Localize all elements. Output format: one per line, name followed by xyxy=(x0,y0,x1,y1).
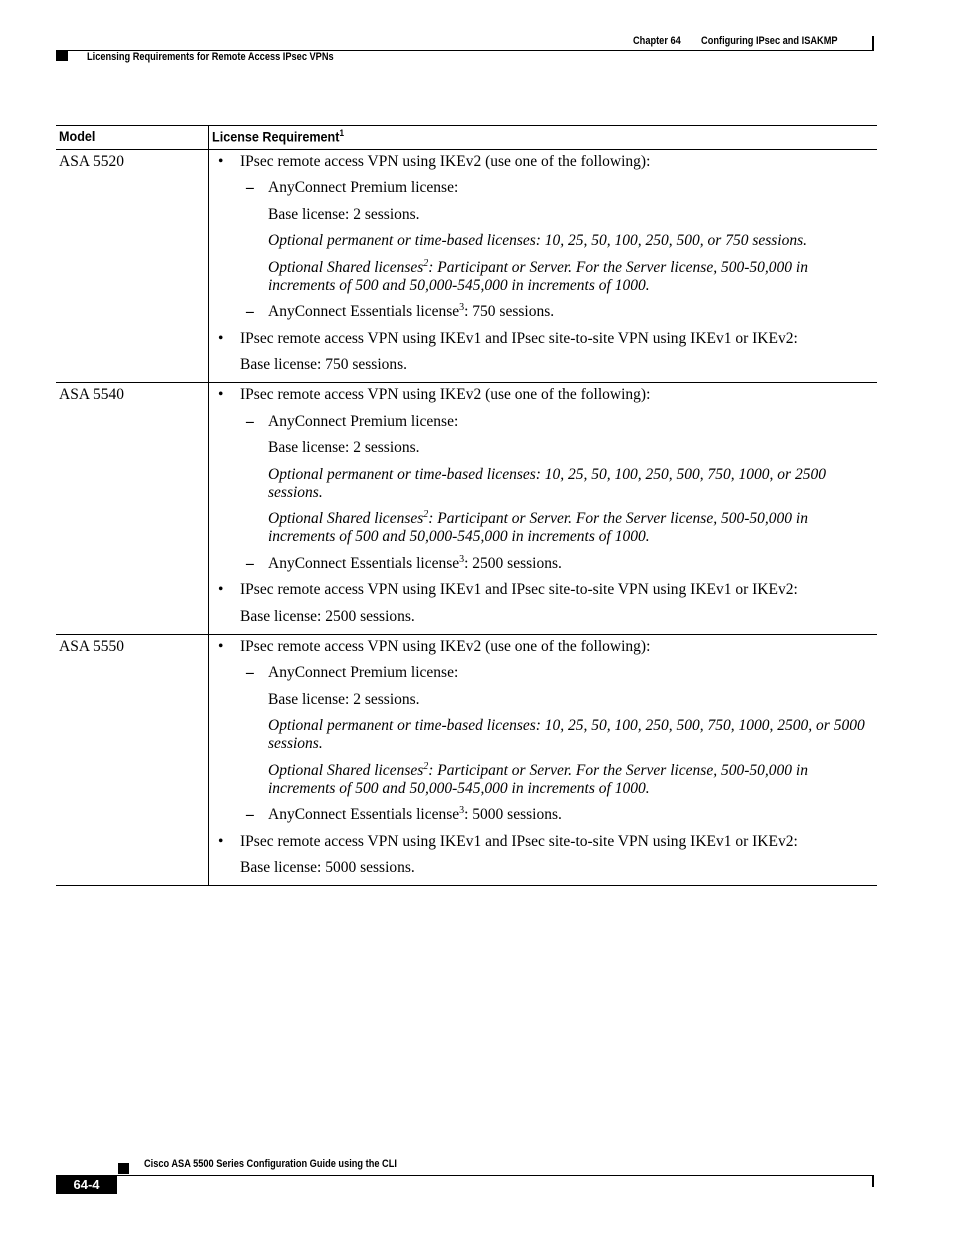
license-table xyxy=(56,125,877,886)
list-item: Optional Shared licenses$^2$: Participant or Server. For the Server license, 500-50,000 in increments of 500 and 50,000-545,000 in increments of 1000. xyxy=(268,760,808,797)
list-item: – AnyConnect Essentials license$^3$: 5000 sessions. xyxy=(209,806,867,824)
list-item: • IPsec remote access VPN using IKEv2 (use one of the following): xyxy=(209,638,867,656)
footnote-ref: 1 xyxy=(339,128,344,138)
requirement-cell xyxy=(209,634,878,886)
list-item: Base license: 2 sessions. xyxy=(268,439,420,457)
table-row xyxy=(56,383,877,635)
list-item: Base license: 5000 sessions. xyxy=(240,859,415,877)
chapter-title: Configuring IPsec and ISAKMP xyxy=(701,35,838,47)
list-item: Base license: 2 sessions. xyxy=(268,205,420,223)
header-end-bar xyxy=(872,36,874,50)
footer-rule xyxy=(56,1175,874,1176)
list-item: Optional permanent or time-based licenses: 10, 25, 50, 100, 250, 500, or 750 sessions. xyxy=(268,232,808,250)
list-item: • IPsec remote access VPN using IKEv2 (use one of the following): xyxy=(209,153,867,171)
requirement-cell xyxy=(209,383,878,635)
list-item: Base license: 750 sessions. xyxy=(240,356,408,374)
list-item: • IPsec remote access VPN using IKEv1 and IPsec site-to-site VPN using IKEv1 or IKEv2: xyxy=(209,833,867,851)
header-chapter-label xyxy=(633,35,838,47)
model-cell: ASA 5540 xyxy=(56,383,209,635)
list-item: – AnyConnect Premium license: xyxy=(209,179,867,197)
list-item: – AnyConnect Premium license: xyxy=(209,413,867,431)
list-item: – AnyConnect Essentials license$^3$: 2500 sessions. xyxy=(209,555,867,573)
section-marker xyxy=(56,51,68,61)
list-item: Optional permanent or time-based licenses: 10, 25, 50, 100, 250, 500, 750, 1000, 2500, or 5000 sessions. xyxy=(268,717,865,753)
chapter-number: Chapter 64 xyxy=(633,35,681,47)
model-cell: ASA 5550 xyxy=(56,634,209,886)
list-item: Optional Shared licenses$^2$: Participant or Server. For the Server license, 500-50,000 in increments of 500 and 50,000-545,000 in increments of 1000. xyxy=(268,509,808,546)
table-row xyxy=(56,634,877,886)
section-title: Licensing Requirements for Remote Access IPsec VPNs xyxy=(87,51,334,63)
footer-guide-title: Cisco ASA 5500 Series Configuration Guide using the CLI xyxy=(144,1158,397,1170)
list-item: Base license: 2500 sessions. xyxy=(240,607,415,625)
list-item: – AnyConnect Premium license: xyxy=(209,664,867,682)
model-cell: ASA 5520 xyxy=(56,149,209,383)
list-item: – AnyConnect Essentials license$^3$: 750 sessions. xyxy=(209,303,867,321)
col-header-requirement: License Requirement$^1$ xyxy=(209,126,878,150)
footer-marker xyxy=(118,1163,129,1174)
list-item: • IPsec remote access VPN using IKEv2 (use one of the following): xyxy=(209,386,867,404)
list-item: • IPsec remote access VPN using IKEv1 and IPsec site-to-site VPN using IKEv1 or IKEv2: xyxy=(209,330,867,348)
col-header-model: Model xyxy=(56,126,209,150)
table-row xyxy=(56,149,877,383)
list-item: • IPsec remote access VPN using IKEv1 and IPsec site-to-site VPN using IKEv1 or IKEv2: xyxy=(209,581,867,599)
list-item: Optional permanent or time-based licenses: 10, 25, 50, 100, 250, 500, 750, 1000, or 2500 sessions. xyxy=(268,465,826,501)
list-item: Base license: 2 sessions. xyxy=(268,690,420,708)
page-number: 64-4 xyxy=(73,1177,100,1192)
requirement-cell xyxy=(209,149,878,383)
table-header-row xyxy=(56,126,877,150)
footer-end-bar xyxy=(872,1176,874,1187)
list-item: Optional Shared licenses$^2$: Participant or Server. For the Server license, 500-50,000 in increments of 500 and 50,000-545,000 in increments of 1000. xyxy=(268,257,808,294)
